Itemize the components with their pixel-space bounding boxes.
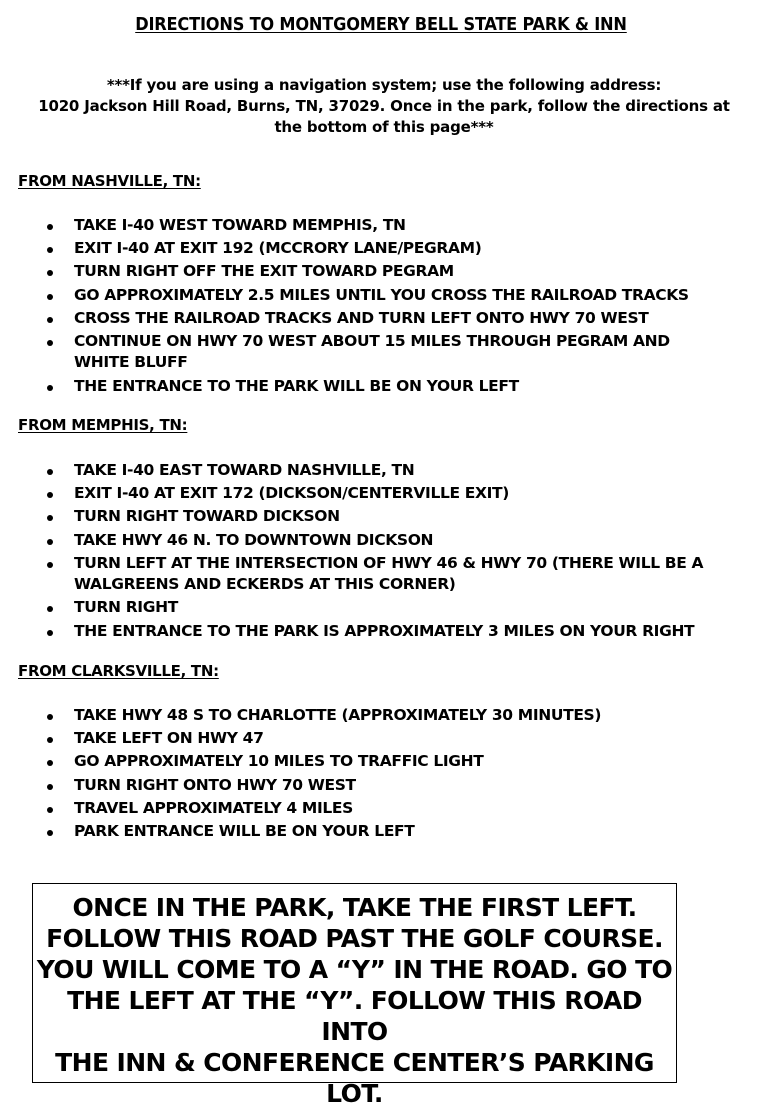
in-park-directions-line: YOU WILL COME TO A “Y” IN THE ROAD. GO TO <box>36 955 673 984</box>
step-text: THE ENTRANCE TO THE PARK IS APPROXIMATELY 3 MILES ON YOUR RIGHT <box>74 621 695 640</box>
step-text: EXIT I-40 AT EXIT 192 (MCCRORY LANE/PEGRAM) <box>74 239 482 258</box>
list-item <box>0 331 762 374</box>
document-title: DIRECTIONS TO MONTGOMERY BELL STATE PARK & INN <box>135 14 627 35</box>
bullet-icon <box>47 247 53 253</box>
list-item <box>0 483 762 505</box>
list-item <box>0 376 762 398</box>
bullet-icon <box>47 737 53 743</box>
list-item <box>0 308 762 330</box>
list-item <box>0 821 762 843</box>
bullet-icon <box>47 515 53 521</box>
step-text: CROSS THE RAILROAD TRACKS AND TURN LEFT ONTO HWY 70 WEST <box>74 308 649 327</box>
bullet-icon <box>47 294 53 300</box>
list-item <box>0 751 762 773</box>
navigation-note-line: the bottom of this page*** <box>274 118 494 136</box>
list-item <box>0 506 762 528</box>
step-text: GO APPROXIMATELY 10 MILES TO TRAFFIC LIGHT <box>74 752 484 771</box>
step-text: TAKE I-40 WEST TOWARD MEMPHIS, TN <box>74 216 406 234</box>
bullet-icon <box>47 784 53 790</box>
step-text: TRAVEL APPROXIMATELY 4 MILES <box>74 798 353 817</box>
bullet-icon <box>47 630 53 636</box>
step-text: TAKE I-40 EAST TOWARD NASHVILLE, TN <box>74 461 415 479</box>
list-item <box>0 728 762 750</box>
step-text: PARK ENTRANCE WILL BE ON YOUR LEFT <box>74 821 415 840</box>
bullet-icon <box>47 469 53 475</box>
list-item <box>0 798 762 820</box>
step-text: TURN LEFT AT THE INTERSECTION OF HWY 46 & HWY 70 (THERE WILL BE A WALGREENS AND ECKERDS AT THIS CORNER) <box>74 553 704 594</box>
bullet-icon <box>47 830 53 836</box>
step-list-nashville <box>0 215 762 399</box>
in-park-directions-box <box>32 883 677 1108</box>
list-item <box>0 553 762 596</box>
bullet-icon <box>47 714 53 720</box>
list-item <box>0 597 762 619</box>
bullet-icon <box>47 562 53 568</box>
in-park-directions-text <box>33 892 676 1109</box>
step-text: TURN RIGHT <box>74 598 178 617</box>
list-item <box>0 238 762 260</box>
bullet-icon <box>47 270 53 276</box>
list-item <box>0 621 762 643</box>
list-item <box>0 261 762 283</box>
step-text: CONTINUE ON HWY 70 WEST ABOUT 15 MILES THROUGH PEGRAM AND WHITE BLUFF <box>74 331 670 372</box>
list-item <box>0 705 762 727</box>
navigation-note <box>14 75 754 138</box>
step-text: THE ENTRANCE TO THE PARK WILL BE ON YOUR LEFT <box>74 376 519 395</box>
bullet-icon <box>47 385 53 391</box>
step-text: TAKE HWY 48 S TO CHARLOTTE (APPROXIMATELY 30 MINUTES) <box>74 706 602 724</box>
list-item <box>0 460 762 482</box>
step-list-memphis <box>0 460 762 644</box>
step-text: TURN RIGHT TOWARD DICKSON <box>74 507 340 526</box>
step-text: GO APPROXIMATELY 2.5 MILES UNTIL YOU CROSS THE RAILROAD TRACKS <box>74 285 689 304</box>
navigation-note-line: ***If you are using a navigation system; use the following address: <box>106 76 662 94</box>
bullet-icon <box>47 807 53 813</box>
list-item <box>0 530 762 552</box>
bullet-icon <box>47 340 53 346</box>
step-list-clarksville <box>0 705 762 844</box>
in-park-directions-line: FOLLOW THIS ROAD PAST THE GOLF COURSE. <box>46 924 663 953</box>
section-heading-nashville: FROM NASHVILLE, TN: <box>18 172 201 190</box>
step-text: TURN RIGHT ONTO HWY 70 WEST <box>74 775 356 794</box>
list-item <box>0 775 762 797</box>
step-text: TAKE LEFT ON HWY 47 <box>74 729 264 748</box>
step-text: TAKE HWY 46 N. TO DOWNTOWN DICKSON <box>74 530 434 549</box>
section-heading-memphis: FROM MEMPHIS, TN: <box>18 416 188 434</box>
bullet-icon <box>47 492 53 498</box>
step-text: TURN RIGHT OFF THE EXIT TOWARD PEGRAM <box>74 262 454 281</box>
navigation-note-line: 1020 Jackson Hill Road, Burns, TN, 37029. Once in the park, follow the directions at <box>38 97 730 115</box>
in-park-directions-line: ONCE IN THE PARK, TAKE THE FIRST LEFT. <box>72 893 637 922</box>
bullet-icon <box>47 539 53 545</box>
bullet-icon <box>47 760 53 766</box>
list-item <box>0 285 762 307</box>
list-item <box>0 215 762 237</box>
in-park-directions-line: THE INN & CONFERENCE CENTER’S PARKING LOT. <box>55 1048 654 1108</box>
bullet-icon <box>47 317 53 323</box>
in-park-directions-line: THE LEFT AT THE “Y”. FOLLOW THIS ROAD INTO <box>67 986 642 1046</box>
bullet-icon <box>47 224 53 230</box>
bullet-icon <box>47 606 53 612</box>
section-heading-clarksville: FROM CLARKSVILLE, TN: <box>18 662 219 680</box>
step-text: EXIT I-40 AT EXIT 172 (DICKSON/CENTERVILLE EXIT) <box>74 484 510 503</box>
